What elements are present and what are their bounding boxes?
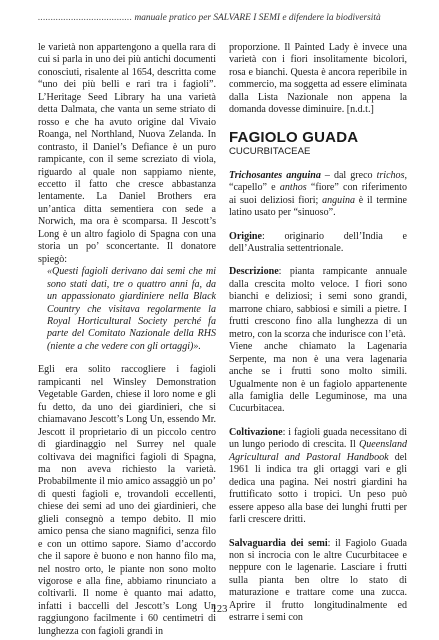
- seed-saving-label: Salvaguardia dei semi: [229, 537, 328, 549]
- page-number: 123: [211, 604, 228, 615]
- paragraph: le varietà non appartengono a quella rara di cui si parla in uno dei più antichi documenti conosciuti, risalente al 1654, descritta come “uno dei più belli e rari tra i fagioli”. L’Heritage Seed Library ha una varietà detta Dalmata, che vanta un seme striato di rosso e che ha avuto origine dal Vivaio Roanga, nel Northland, Nuova Zelanda. In contrasto, il Daniel’s Defiance è un puro rampicante, con il seme screziato di viola, riguardo al quale non sappiamo niente, eccetto il fatto che cresce abbastanza lentamente. La Daniel Brothers era un’antica ditta sementiera con sede a Norwich, ma ora è scomparsa. Il Jescott’s Long è un altro fagiolo di Spagna con una storia un po’ sconcertante. Il donatore spiegò:: [38, 42, 216, 265]
- header-title: manuale pratico per SALVARE I SEMI e difendere la biodiversità: [134, 13, 381, 23]
- term-anthos: anthos: [279, 182, 307, 194]
- text-run: – dal greco: [320, 169, 377, 181]
- term-trichos: trichos: [376, 169, 405, 181]
- running-header: [38, 13, 408, 23]
- text-run: è il termine latino usato per “sinuoso”.: [229, 194, 407, 219]
- text-run: , “capello” e: [229, 169, 408, 194]
- species-name: Trichosantes anguina: [229, 169, 321, 181]
- cultivation-paragraph: [229, 427, 407, 527]
- origin-label: Origine: [229, 230, 262, 242]
- cultivation-text: : i fagioli guada necessitano di un lungo periodo di crescita. Il: [229, 426, 407, 451]
- description-text: : pianta rampicante annuale dalla crescita molto veloce. I fiori sono bianchi e deliziosi; i semi sono grandi, marrone chiaro, sabbiosi e simili a pietre. I frutti crescono fino alla lunghezza di un metro, con la scorza che indurisce con l’età.: [229, 266, 407, 340]
- paragraph: proporzione. Il Painted Lady è invece una varietà con i fiori insolitamente bicolori, rosa e bianchi. Questa è ancora reperibile in commercio, ma soggetta ad essere eliminata dalla Lista Nazionale non appena la domanda dovesse diminuire. [n.d.t.]: [229, 42, 407, 116]
- plant-family: CUCURBITACEAE: [229, 145, 311, 157]
- name-paragraph: [229, 170, 407, 220]
- text-run: “fiore” con riferimento ai suoi deliziosi fiori;: [229, 182, 407, 206]
- description-paragraph: [229, 266, 407, 341]
- cultivation-label: Coltivazione: [229, 426, 283, 438]
- origin-text: : originario dell’India e dell’Australia settentrionale.: [229, 230, 407, 254]
- description-label: Descrizione: [229, 266, 279, 278]
- quote: «Questi fagioli derivano dai semi che mi sono stati dati, tre o quattro anni fa, da un appassionato giardiniere nella Black Country che visitava regolarmente la Royal Horticultural Society perché fa parte del Comitato Nazionale della RHS (niente a che vedere con gli ortaggi)».: [47, 266, 216, 352]
- header-dots: .....................................: [38, 13, 133, 23]
- right-column: [229, 42, 407, 625]
- paragraph: Egli era solito raccogliere i fagioli rampicanti nel Winsley Demonstration Vegetable Garden, chiese il loro nome e gli fu detto, da uno dei giardinieri, che si chiamavano Jescott’s Long Un, essendo Mr. Jescott il proprietario di un piccolo centro di giardinaggio nel Surrey nel quale coltivava dei magnifici fagioli di Spagna, ma non aveva richiesto la varietà. Probabilmente il mio amico assaggiò un po’ di questi fagioli e, trovandoli eccellenti, chiese dei semi ad uno dei giardinieri, che glieli consegnò a tempo debito. Il mio amico pensa che siano magnifici, senza filo e con un ottimo sapore. Siamo d’accordo che il sapore è buono e non hanno filo ma, nel nostro orto, le piante non sono molto vigorose e alla fine, abbiamo rinunciato a coltivarli. Il nome è quanto mai adatto, infatti i baccelli del Jescott’s Long Un raggiungono facilmente i 60 centimetri di lunghezza con fagioli grandi in: [38, 364, 216, 637]
- section-title: FAGIOLO GUADA: [229, 128, 359, 146]
- book-title: Queensland Agricultural and Pastoral Handbook: [229, 439, 407, 463]
- seed-saving-text: : il Fagiolo Guada non si incrocia con le altre Cucurbitacee e neppure con le lagenarie. Lasciare i frutti sulla pianta ben oltre lo stato di maturazione e trattare come una zucca. Aprire il frutto longitudinalmente ed estrarre i semi con: [229, 537, 407, 624]
- term-anguina: anguina: [322, 194, 356, 206]
- origin-paragraph: [229, 231, 407, 256]
- left-column: [38, 42, 216, 638]
- description-paragraph-2: Viene anche chiamato la Lagenaria Serpente, ma non è una vera lagenaria anche se i frutti sono molto simili. Ugualmente non è un fagiolo appartenente alla famiglia delle Leguminose, ma una Cucurbitacea.: [229, 341, 407, 415]
- cultivation-text-2: del 1961 li indica tra gli ortaggi vari e gli dedica una pagina. Nei nostri giardini ha fruttificato sotto i tropici. Un peso può essere appeso alla base dei lunghi frutti per farli crescere dritti.: [229, 451, 407, 526]
